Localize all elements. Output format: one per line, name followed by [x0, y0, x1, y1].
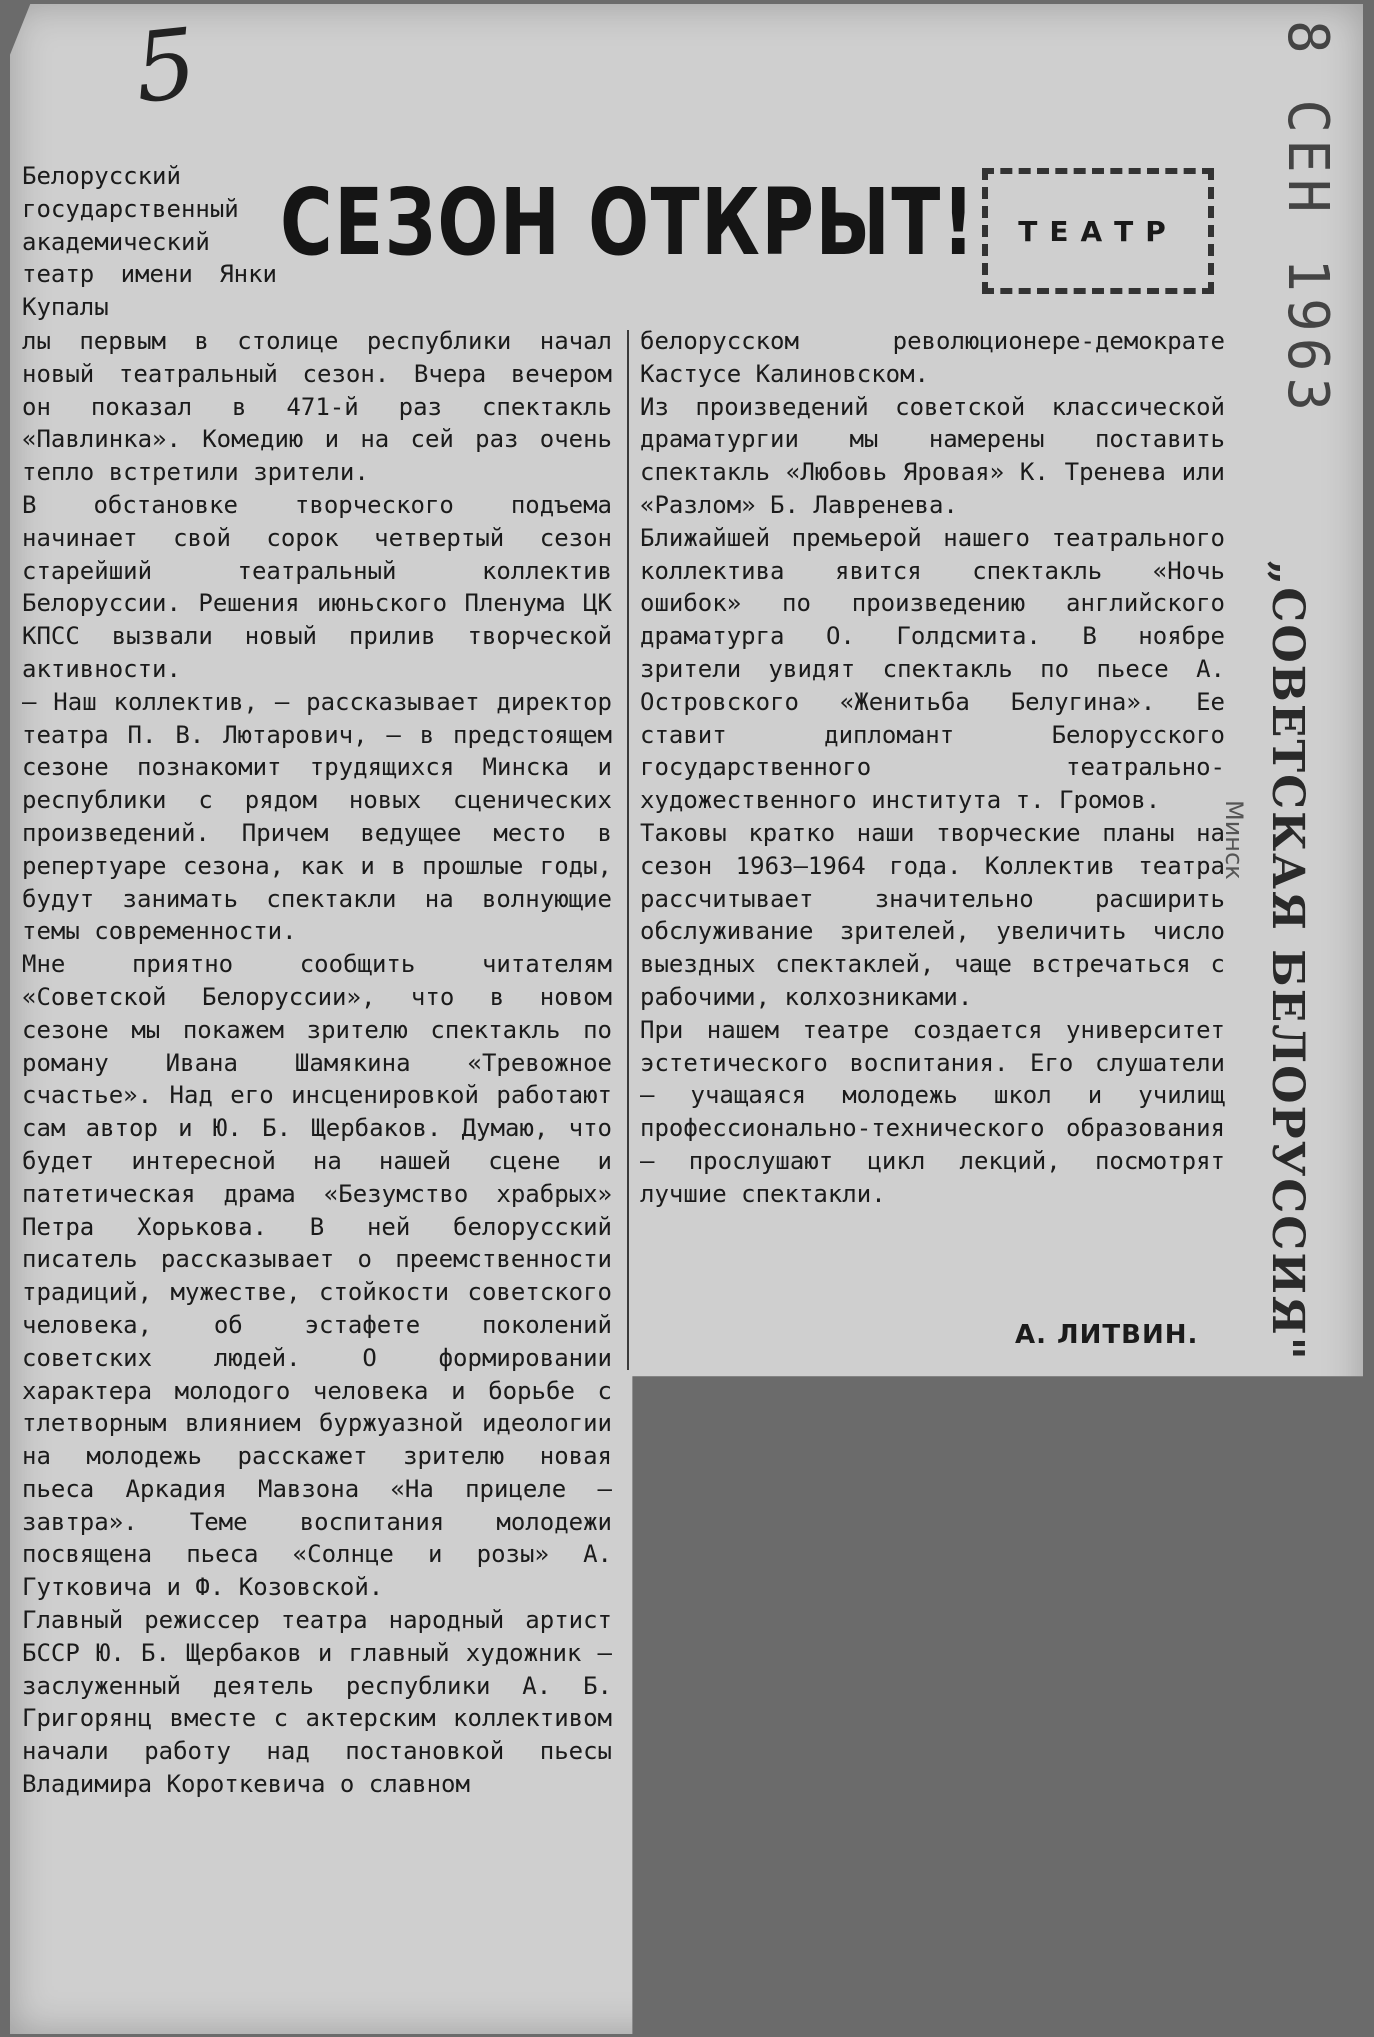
city-stamp: Минск — [1220, 800, 1248, 880]
article-column-2: белорусском революционере-демократе Кастусе Калиновском. Из произведений советской классической драматургии мы намерены поставить спектакль «Любовь Яровая» К. Тренева или «Разлом» Б. Лавренева. Ближайшей премьерой нашего театрального коллектива явится спектакль «Ночь ошибок» по произведению английского драматурга О. Голдсмита. В ноябре зрители увидят спектакль по пьесе А. Островского «Женитьба Белугина». Ее ставит дипломант Белорусского государственного театрально-художественного института т. Громов. Таковы кратко наши творческие планы на сезон 1963—1964 года. Коллектив театра рассчитывает значительно расширить обслуживание зрителей, увеличить число выездных спектаклей, чаще встречаться с рабочими, колхозниками. При нашем театре создается университет эстетического воспитания. Его слушатели — учащаяся молодежь школ и училищ профессионально-технического образования — прослушают цикл лекций, посмотрят лучшие спектакли. — [640, 327, 1225, 1208]
article-author: А. ЛИТВИН. — [1015, 1320, 1199, 1350]
rubric-box — [982, 168, 1214, 294]
rubric-label: ТЕАТР — [1018, 214, 1178, 248]
article-intro: Белорусский государственный академический театр имени Янки Купалы — [22, 162, 277, 322]
newspaper-source-stamp: „СОВЕТСКАЯ БЕЛОРУССИЯ" — [1262, 560, 1313, 1362]
column-divider — [627, 330, 629, 1370]
article-headline: СЕЗОН ОТКРЫТ! — [280, 169, 977, 276]
date-stamp: 8 СЕН 1963 — [1275, 20, 1340, 418]
article-column-1: лы первым в столице республики начал новый театральный сезон. Вчера вечером он показал в 471-й раз спектакль «Павлинка». Комедию и на сей раз очень тепло встретили зрители. В обстановке творческого подъема начинает свой сорок четвертый сезон старейший театральный коллектив Белоруссии. Решения июньского Пленума ЦК КПСС вызвали новый прилив творческой активности. — Наш коллектив, — рассказывает директор театра П. В. Лютарович, — в предстоящем сезоне познакомит трудящихся Минска и республики с рядом новых сценических произведений. Причем ведущее место в репертуаре сезона, как и в прошлые годы, будут занимать спектакли на волнующие темы современности. Мне приятно сообщить читателям «Советской Белоруссии», что в новом сезоне мы покажем зрителю спектакль по роману Ивана Шамякина «Тревожное счастье». Над его инсценировкой работают сам автор и Ю. Б. Щербаков. Думаю, что будет интересной на нашей сцене и патетическая драма «Безумство храбрых» Петра Хорькова. В ней белорусский писатель рассказывает о преемственности традиций, мужестве, стойкости советского человека, об эстафете поколений советских людей. О формировании характера молодого человека и борьбе с тлетворным влиянием буржуазной идеологии на молодежь расскажет зрителю новая пьеса Аркадия Мавзона «На прицеле — завтра». Теме воспитания молодежи посвящена пьеса «Солнце и розы» А. Гутковича и Ф. Козовской. Главный режиссер театра народный артист БССР Ю. Б. Щербаков и главный художник — заслуженный деятель республики А. Б. Григорянц вместе с актерским коллективом начали работу над постановкой пьесы Владимира Короткевича о славном — [22, 327, 612, 1799]
handwritten-page-number: 5 — [129, 7, 202, 125]
